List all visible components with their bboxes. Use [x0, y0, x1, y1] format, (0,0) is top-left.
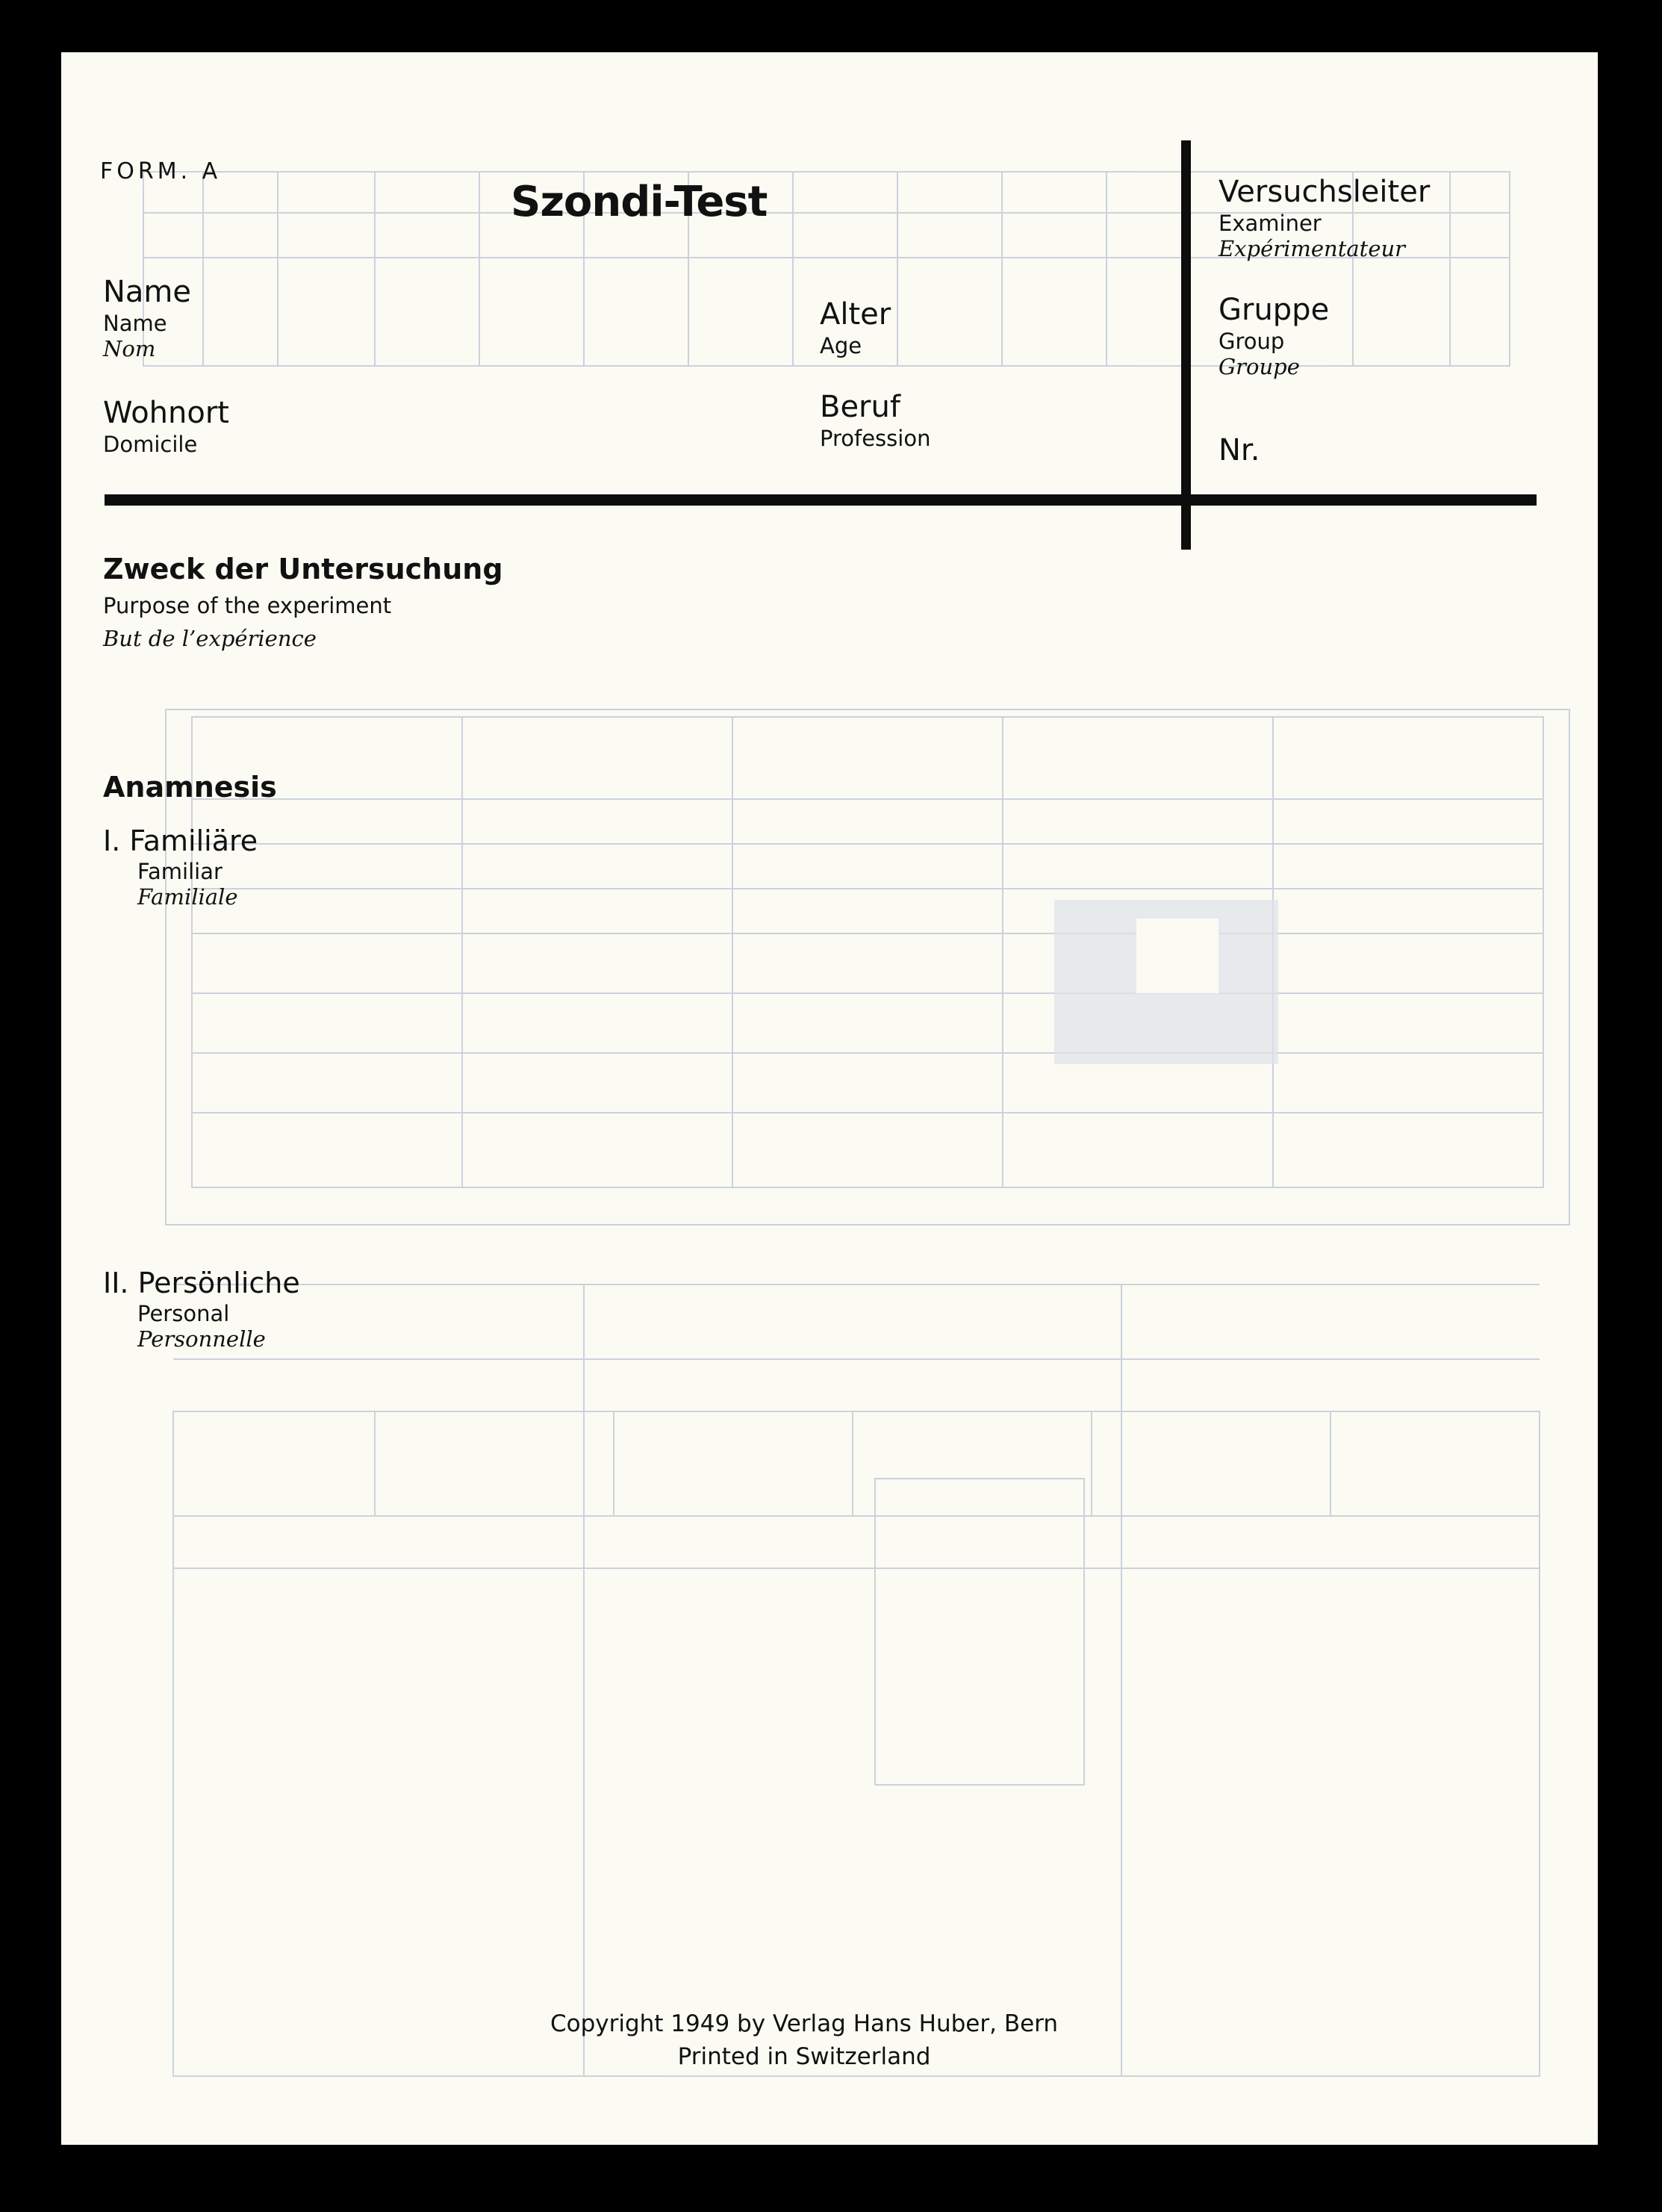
purpose-label-en: Purpose of the experiment [103, 593, 392, 618]
number-label: Nr. [1219, 433, 1260, 467]
profession-label-en: Profession [820, 426, 931, 451]
form-title: Szondi-Test [511, 178, 768, 226]
show-through-background [61, 52, 1598, 2145]
anamnesis-title: Anamnesis [103, 771, 277, 804]
printed-line: Printed in Switzerland [677, 2043, 931, 2070]
purpose-label-de: Zweck der Untersuchung [103, 553, 503, 585]
name-label-fr: Nom [103, 336, 156, 361]
examiner-label-fr: Expérimentateur [1219, 236, 1406, 261]
examiner-label-en: Examiner [1219, 211, 1322, 236]
age-label-de: Alter [820, 297, 891, 332]
copyright-line: Copyright 1949 by Verlag Hans Huber, Bern [550, 2010, 1059, 2037]
form-sheet [61, 52, 1598, 2145]
group-label-en: Group [1219, 329, 1285, 354]
group-label-de: Gruppe [1219, 293, 1330, 327]
header-horizontal-rule [105, 494, 1537, 506]
profession-label-de: Beruf [820, 390, 900, 424]
age-label-en: Age [820, 333, 862, 358]
familial-label-de: I. Familiäre [103, 824, 258, 857]
familial-label-fr: Familiale [137, 884, 238, 910]
header-vertical-rule [1181, 140, 1191, 550]
purpose-label-fr: But de l’expérience [103, 626, 317, 651]
personal-label-fr: Personnelle [137, 1326, 266, 1352]
form-code: FORM. A [100, 158, 222, 184]
name-label-en: Name [103, 311, 167, 336]
residence-label-de: Wohnort [103, 396, 229, 430]
personal-label-en: Personal [137, 1301, 230, 1326]
examiner-label-de: Versuchsleiter [1219, 175, 1431, 209]
personal-label-de: II. Persönliche [103, 1267, 300, 1299]
familial-label-en: Familiar [137, 859, 222, 884]
group-label-fr: Groupe [1219, 354, 1300, 379]
name-label-de: Name [103, 275, 192, 309]
residence-label-en: Domicile [103, 432, 198, 457]
